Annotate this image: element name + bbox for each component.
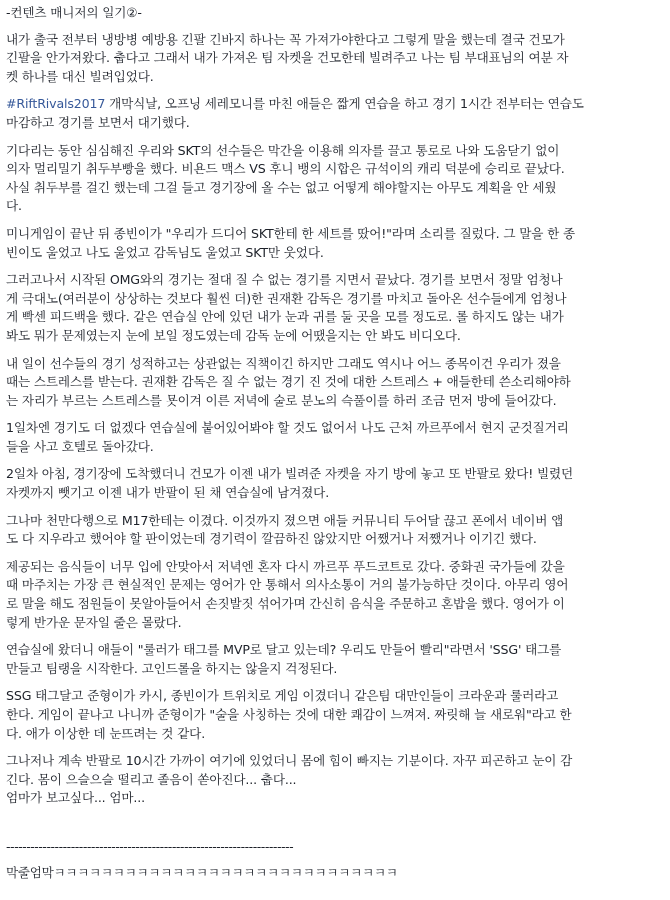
paragraph-line: 그나저나 계속 반팔로 10시간 가까이 여기에 있었더니 몸에 힘이 빠지는 기분이다. 자꾸 피곤하고 눈이 감 — [6, 753, 573, 769]
paragraph-9 — [6, 512, 660, 549]
paragraph-line: 게 극대노(여러분이 상상하는 것보다 훨씬 더)한 권재환 감독은 경기를 마치고 돌아온 선수들에게 엄청나 — [6, 290, 567, 306]
paragraph-line: 긴팔을 안가져왔다. 춥다고 그래서 내가 가져온 팀 자켓을 건모한테 빌려주고 나는 팀 부대표님의 여분 자 — [6, 50, 569, 66]
paragraph-line: 2일차 아침, 경기장에 도착했더니 건모가 이젠 내가 빌려준 자켓을 자기 방에 놓고 또 반팔로 왔다! 빌렸던 — [6, 466, 574, 482]
paragraph-2 — [6, 95, 660, 132]
paragraph-line: 렇게 반가운 문자일 줄은 몰랐다. — [6, 614, 182, 630]
paragraph-line: 게 빡센 피드백을 했다. 같은 연습실 안에 있던 내가 눈과 귀를 둘 곳을 모를 정도로. 롤 하지도 않는 내가 — [6, 309, 564, 325]
paragraph-line: 내 일이 선수들의 경기 성적하고는 상관없는 직책이긴 하지만 그래도 역시나 어느 종목이건 우리가 졌을 — [6, 355, 561, 371]
paragraph-line: 연습실에 왔더니 애들이 "룰러가 태그를 MVP로 달고 있는데? 우리도 만들어 빨리"라면서 'SSG' 태그를 — [6, 642, 562, 658]
paragraph-line: 그나마 천만다행으로 M17한테는 이겼다. 이것까지 졌으면 애들 커뮤니티 두어달 끊고 폰에서 네이버 앱 — [6, 512, 564, 528]
paragraph-line: 로 말을 해도 점원들이 못알아들어서 손짓발짓 섞어가며 간신히 음식을 주문하고 혼밥을 했다. 영어가 이 — [6, 596, 565, 612]
paragraph-line: 사실 취두부를 걸긴 했는데 그걸 들고 경기장에 올 수는 없고 어떻게 해야할지는 아무도 계획을 안 세웠 — [6, 179, 557, 195]
paragraph-11 — [6, 641, 660, 678]
paragraph-line: 켓 하나를 대신 빌려입었다. — [6, 68, 154, 84]
paragraph-line-with-hashtag — [6, 95, 660, 114]
paragraph-12 — [6, 687, 660, 743]
paragraph-line: 제공되는 음식들이 너무 입에 안맞아서 저녁엔 혼자 다시 까르푸 푸드코트로 갔다. 중화권 국가들에 갔을 — [6, 558, 565, 574]
paragraph-4 — [6, 225, 660, 262]
paragraph-line: 마감하고 경기를 보면서 대기했다. — [6, 114, 190, 130]
paragraph-line: 기다리는 동안 심심해진 우리와 SKT의 선수들은 막간을 이용해 의자를 끌고 통로로 나와 도움닫기 없이 — [6, 142, 560, 158]
paragraph-line: 빈이도 울었고 나도 울었고 감독님도 울었고 SKT만 웃었다. — [6, 244, 324, 260]
paragraph-line: 때는 스트레스를 받는다. 권재환 감독은 질 수 없는 경기 진 것에 대한 스트레스 + 애들한테 쓴소리해야하 — [6, 374, 571, 390]
paragraph-line: 의자 멀리밀기 취두부빵을 했다. 비욘드 맥스 VS 후니 뱅의 시합은 규석이의 캐리 덕분에 승리로 끝났다. — [6, 161, 565, 177]
paragraph-line: 한다. 게임이 끝나고 나니까 준형이가 "술을 사칭하는 것에 대한 쾌감이 느껴져. 짜릿해 늘 새로워"라고 한 — [6, 707, 572, 722]
post-title: -컨텐츠 매니저의 일기②- — [6, 5, 142, 20]
paragraph-line: 자켓까지 뺏기고 이젠 내가 반팔이 된 채 연습실에 남겨졌다. — [6, 485, 330, 501]
paragraph-line: 그러고나서 시작된 OMG와의 경기는 절대 질 수 없는 경기를 지면서 끝났다. 경기를 보면서 정말 엄청나 — [6, 272, 563, 288]
paragraph-line: 1일차엔 경기도 더 없겠다 연습실에 붙어있어봐야 할 것도 없어서 나도 근처 까르푸에서 현지 군것질거리 — [6, 420, 569, 436]
paragraph-line: 들을 사고 호텔로 돌아갔다. — [6, 438, 154, 454]
paragraph-line: 내가 출국 전부터 냉방병 예방용 긴팔 긴바지 하나는 꼭 가져가야한다고 그렇게 말을 했는데 결국 건모가 — [6, 31, 565, 47]
paragraph-line: 도 다 지우라고 했어야 할 판이었는데 경기력이 깔끔하진 않았지만 어쨌거나 저쨌거나 이기긴 했다. — [6, 531, 537, 547]
paragraph-3 — [6, 142, 660, 216]
paragraph-line-text: 개막식날, 오프닝 세레모니를 마친 애들은 짧게 연습을 하고 경기 1시간 전부터는 연습도 — [105, 96, 584, 112]
paragraph-line: 때 마주치는 가장 큰 현실적인 문제는 영어가 안 통해서 의사소통이 거의 불가능하단 것이다. 아무리 영어 — [6, 577, 569, 593]
hashtag-link[interactable]: #RiftRivals2017 — [6, 96, 106, 112]
paragraph-line: SSG 태그달고 준형이가 카시, 종빈이가 트위치로 게임 이겼더니 같은팀 대만인들이 크라운과 룰러라고 — [6, 688, 559, 704]
paragraph-13 — [6, 752, 660, 808]
paragraph-line: 긴다. 몸이 으슬으슬 떨리고 졸음이 쏟아진다... 춥다... — [6, 771, 297, 787]
paragraph-line: 다. 애가 이상한 데 눈뜨려는 것 같다. — [6, 725, 206, 741]
signature-line: 막줄엄막ㅋㅋㅋㅋㅋㅋㅋㅋㅋㅋㅋㅋㅋㅋㅋㅋㅋㅋㅋㅋㅋㅋㅋㅋㅋㅋㅋㅋㅋ — [6, 865, 398, 880]
paragraph-10 — [6, 558, 660, 632]
paragraph-8 — [6, 465, 660, 502]
paragraph-line: 봐도 뭐가 문제였는지 눈에 보일 정도였는데 감독 눈에 어땠을지는 안 봐도 비디오다. — [6, 327, 461, 343]
paragraph-line: 미니게임이 끝난 뒤 종빈이가 "우리가 드디어 SKT한테 한 세트를 땄어!"라며 소리를 질렀다. 그 말을 한 종 — [6, 225, 575, 241]
paragraph-line: 는 자리가 부르는 스트레스를 묫이겨 이른 저녁에 술로 분노의 슥풀이를 하러 조금 먼저 방에 들어갔다. — [6, 392, 557, 408]
paragraph-7 — [6, 419, 660, 456]
paragraph-line: 다. — [6, 198, 22, 214]
paragraph-1 — [6, 31, 660, 87]
paragraph-line: 만들고 팀랭을 시작한다. 고인드롤을 하지는 않을지 걱정된다. — [6, 660, 338, 676]
paragraph-5 — [6, 271, 660, 345]
divider-line: ----------------------------------------------------------------------- — [6, 838, 294, 854]
paragraph-line: 엄마가 보고싶다... 엄마... — [6, 790, 145, 806]
paragraph-6 — [6, 355, 660, 411]
